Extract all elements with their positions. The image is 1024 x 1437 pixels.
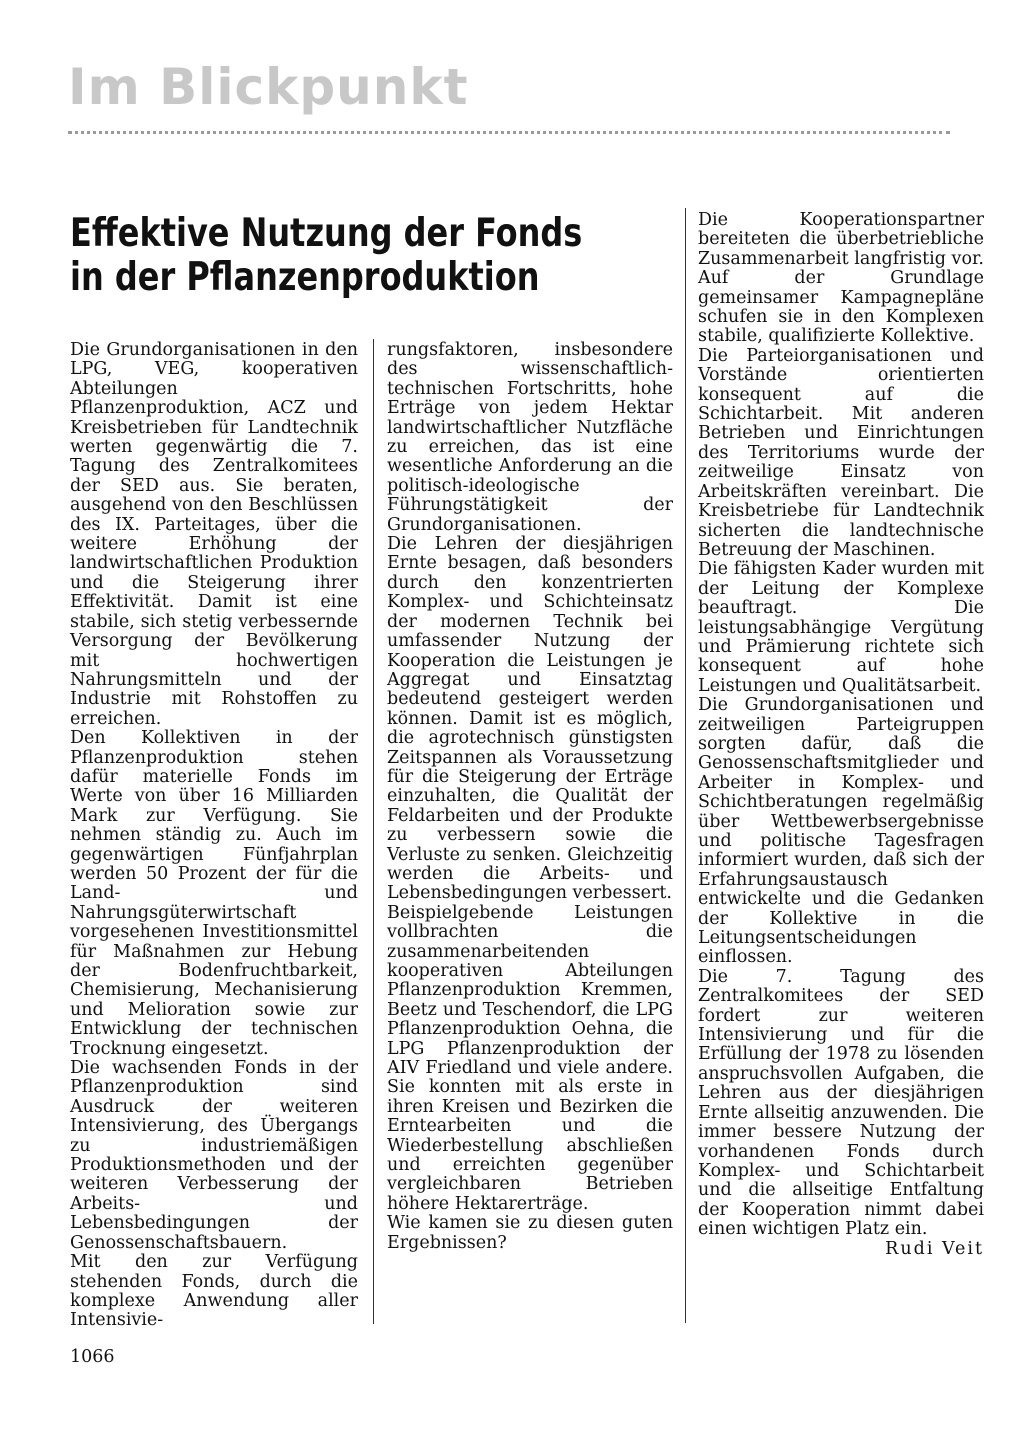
paragraph: rungsfaktoren, insbesondere des wissenschaftlich-technischen Fortschritts, hohe Erträge von jedem Hektar landwirtschaftlicher Nutzfläche zu erreichen, das ist eine wesentliche Anforderung an die politisch-ideologische Führungstätigkeit der Grundorganisationen. (387, 340, 673, 535)
paragraph: Die Kooperationspartner bereiteten die überbetriebliche Zusammenarbeit langfristig vor. Auf der Grundlage gemeinsamer Kampagnepläne schufen sie in den Komplexen stabile, qualifizierte Kollektive. (698, 210, 984, 347)
paragraph: Mit den zur Verfügung stehenden Fonds, durch die komplexe Anwendung aller Intensivie- (70, 1252, 358, 1331)
paragraph: Die 7. Tagung des Zentralkomitees der SED fordert zur weiteren Intensivierung und für die Erfüllung der 1978 zu lösenden anspruchsvollen Aufgaben, die Lehren aus der diesjährigen Ernte allseitig anzuwenden. Die immer bessere Nutzung der vorhandenen Fonds durch Komplex- und Schichtarbeit und die allseitige Entfaltung der Kooperation nimmt dabei einen wichtigen Platz ein. (698, 966, 984, 1240)
paragraph: Wie kamen sie zu diesen guten Ergebnissen? (387, 1213, 673, 1253)
author-byline: Rudi Veit (885, 1238, 984, 1259)
paragraph: Beispielgebende Leistungen vollbrachten die zusammenarbeitenden kooperativen Abteilungen Pflanzenproduktion Kremmen, Beetz und Teschendorf, die LPG Pflanzenproduktion Oehna, die LPG Pflanzenproduktion der AIV Friedland und viele andere. Sie konnten mit als erste in ihren Kreisen und Bezirken die Erntearbeiten und die Wiederbestellung abschließen und erreichten gegenüber vergleichbaren Betrieben höhere Hektarerträge. (387, 902, 673, 1214)
paragraph: Die Grundorganisationen in den LPG, VEG, kooperativen Abteilungen Pflanzenproduktion, ACZ und Kreisbetrieben für Landtechnik werten gegenwärtig die 7. Tagung des Zentralkomitees der SED aus. Sie beraten, ausgehend von den Beschlüssen des IX. Parteitages, über die weitere Erhöhung der landwirtschaftlichen Produktion und die Steigerung ihrer Effektivität. Damit ist eine stabile, sich stetig verbessernde Versorgung der Bevölkerung mit hochwertigen Nahrungsmitteln und der Industrie mit Rohstoffen zu erreichen. (70, 340, 358, 729)
article-title-line-2: in der Pflanzenproduktion (70, 255, 540, 300)
paragraph: Die wachsenden Fonds in der Pflanzenproduktion sind Ausdruck der weiteren Intensivierung, des Übergangs zu industriemäßigen Produktionsmethoden und der weiteren Verbesserung der Arbeits- und Lebensbedingungen der Genossenschaftsbauern. (70, 1058, 358, 1253)
paragraph: Die Grundorganisationen und zeitweiligen Parteigruppen sorgten dafür, daß die Genossenschaftsmitglieder und Arbeiter in Komplex- und Schichtberatungen regelmäßig über Wettbewerbsergebnisse und politische Tagesfragen informiert wurden, daß sich der Erfahrungsaustausch entwickelte und die Gedanken der Kollektive in die Leitungsentscheidungen einflossen. (698, 695, 984, 968)
section-divider (68, 131, 950, 134)
column-divider-1 (373, 339, 374, 1324)
page-number: 1066 (70, 1347, 115, 1367)
article-column-1 (70, 341, 358, 1331)
column-divider-2 (685, 208, 686, 1323)
article-column-2 (387, 341, 673, 1253)
paragraph: Die Parteiorganisationen und Vorstände orientierten konsequent auf die Schichtarbeit. Mit anderen Betrieben und Einrichtungen des Territoriums wurde der zeitweilige Einsatz von Arbeitskräften vereinbart. Die Kreisbetriebe für Landtechnik sicherten die landtechnische Betreuung der Maschinen. (698, 345, 984, 560)
section-label: Im Blickpunkt (68, 58, 469, 116)
paragraph: Den Kollektiven in der Pflanzenproduktion stehen dafür materielle Fonds im Werte von über 16 Milliarden Mark zur Verfügung. Sie nehmen ständig zu. Auch im gegenwärtigen Fünfjahrplan werden 50 Prozent der für die Land- und Nahrungsgüterwirtschaft vorgesehenen Investitionsmittel für Maßnahmen zur Hebung der Bodenfruchtbarkeit, Chemisierung, Mechanisierung und Melioration sowie zur Entwicklung der technischen Trocknung eingesetzt. (70, 728, 358, 1059)
paragraph: Die fähigsten Kader wurden mit der Leitung der Komplexe beauftragt. Die leistungsabhängige Vergütung und Prämierung richtete sich konsequent auf hohe Leistungen und Qualitätsarbeit. (698, 559, 984, 696)
article-column-3 (698, 211, 984, 1259)
article-title-line-1: Effektive Nutzung der Fonds (70, 211, 583, 256)
article-title (70, 212, 582, 300)
paragraph: Die Lehren der diesjährigen Ernte besagen, daß besonders durch den konzentrierten Komplex- und Schichteinsatz der modernen Technik bei umfassender Nutzung der Kooperation die Leistungen je Aggregat und Einsatztag bedeutend gesteigert werden können. Damit ist es möglich, die agrotechnisch günstigsten Zeitspannen als Voraussetzung für die Steigerung der Erträge einzuhalten, die Qualität der Feldarbeiten und der Produkte zu verbessern sowie die Verluste zu senken. Gleichzeitig werden die Arbeits- und Lebensbedingungen verbessert. (387, 534, 673, 904)
